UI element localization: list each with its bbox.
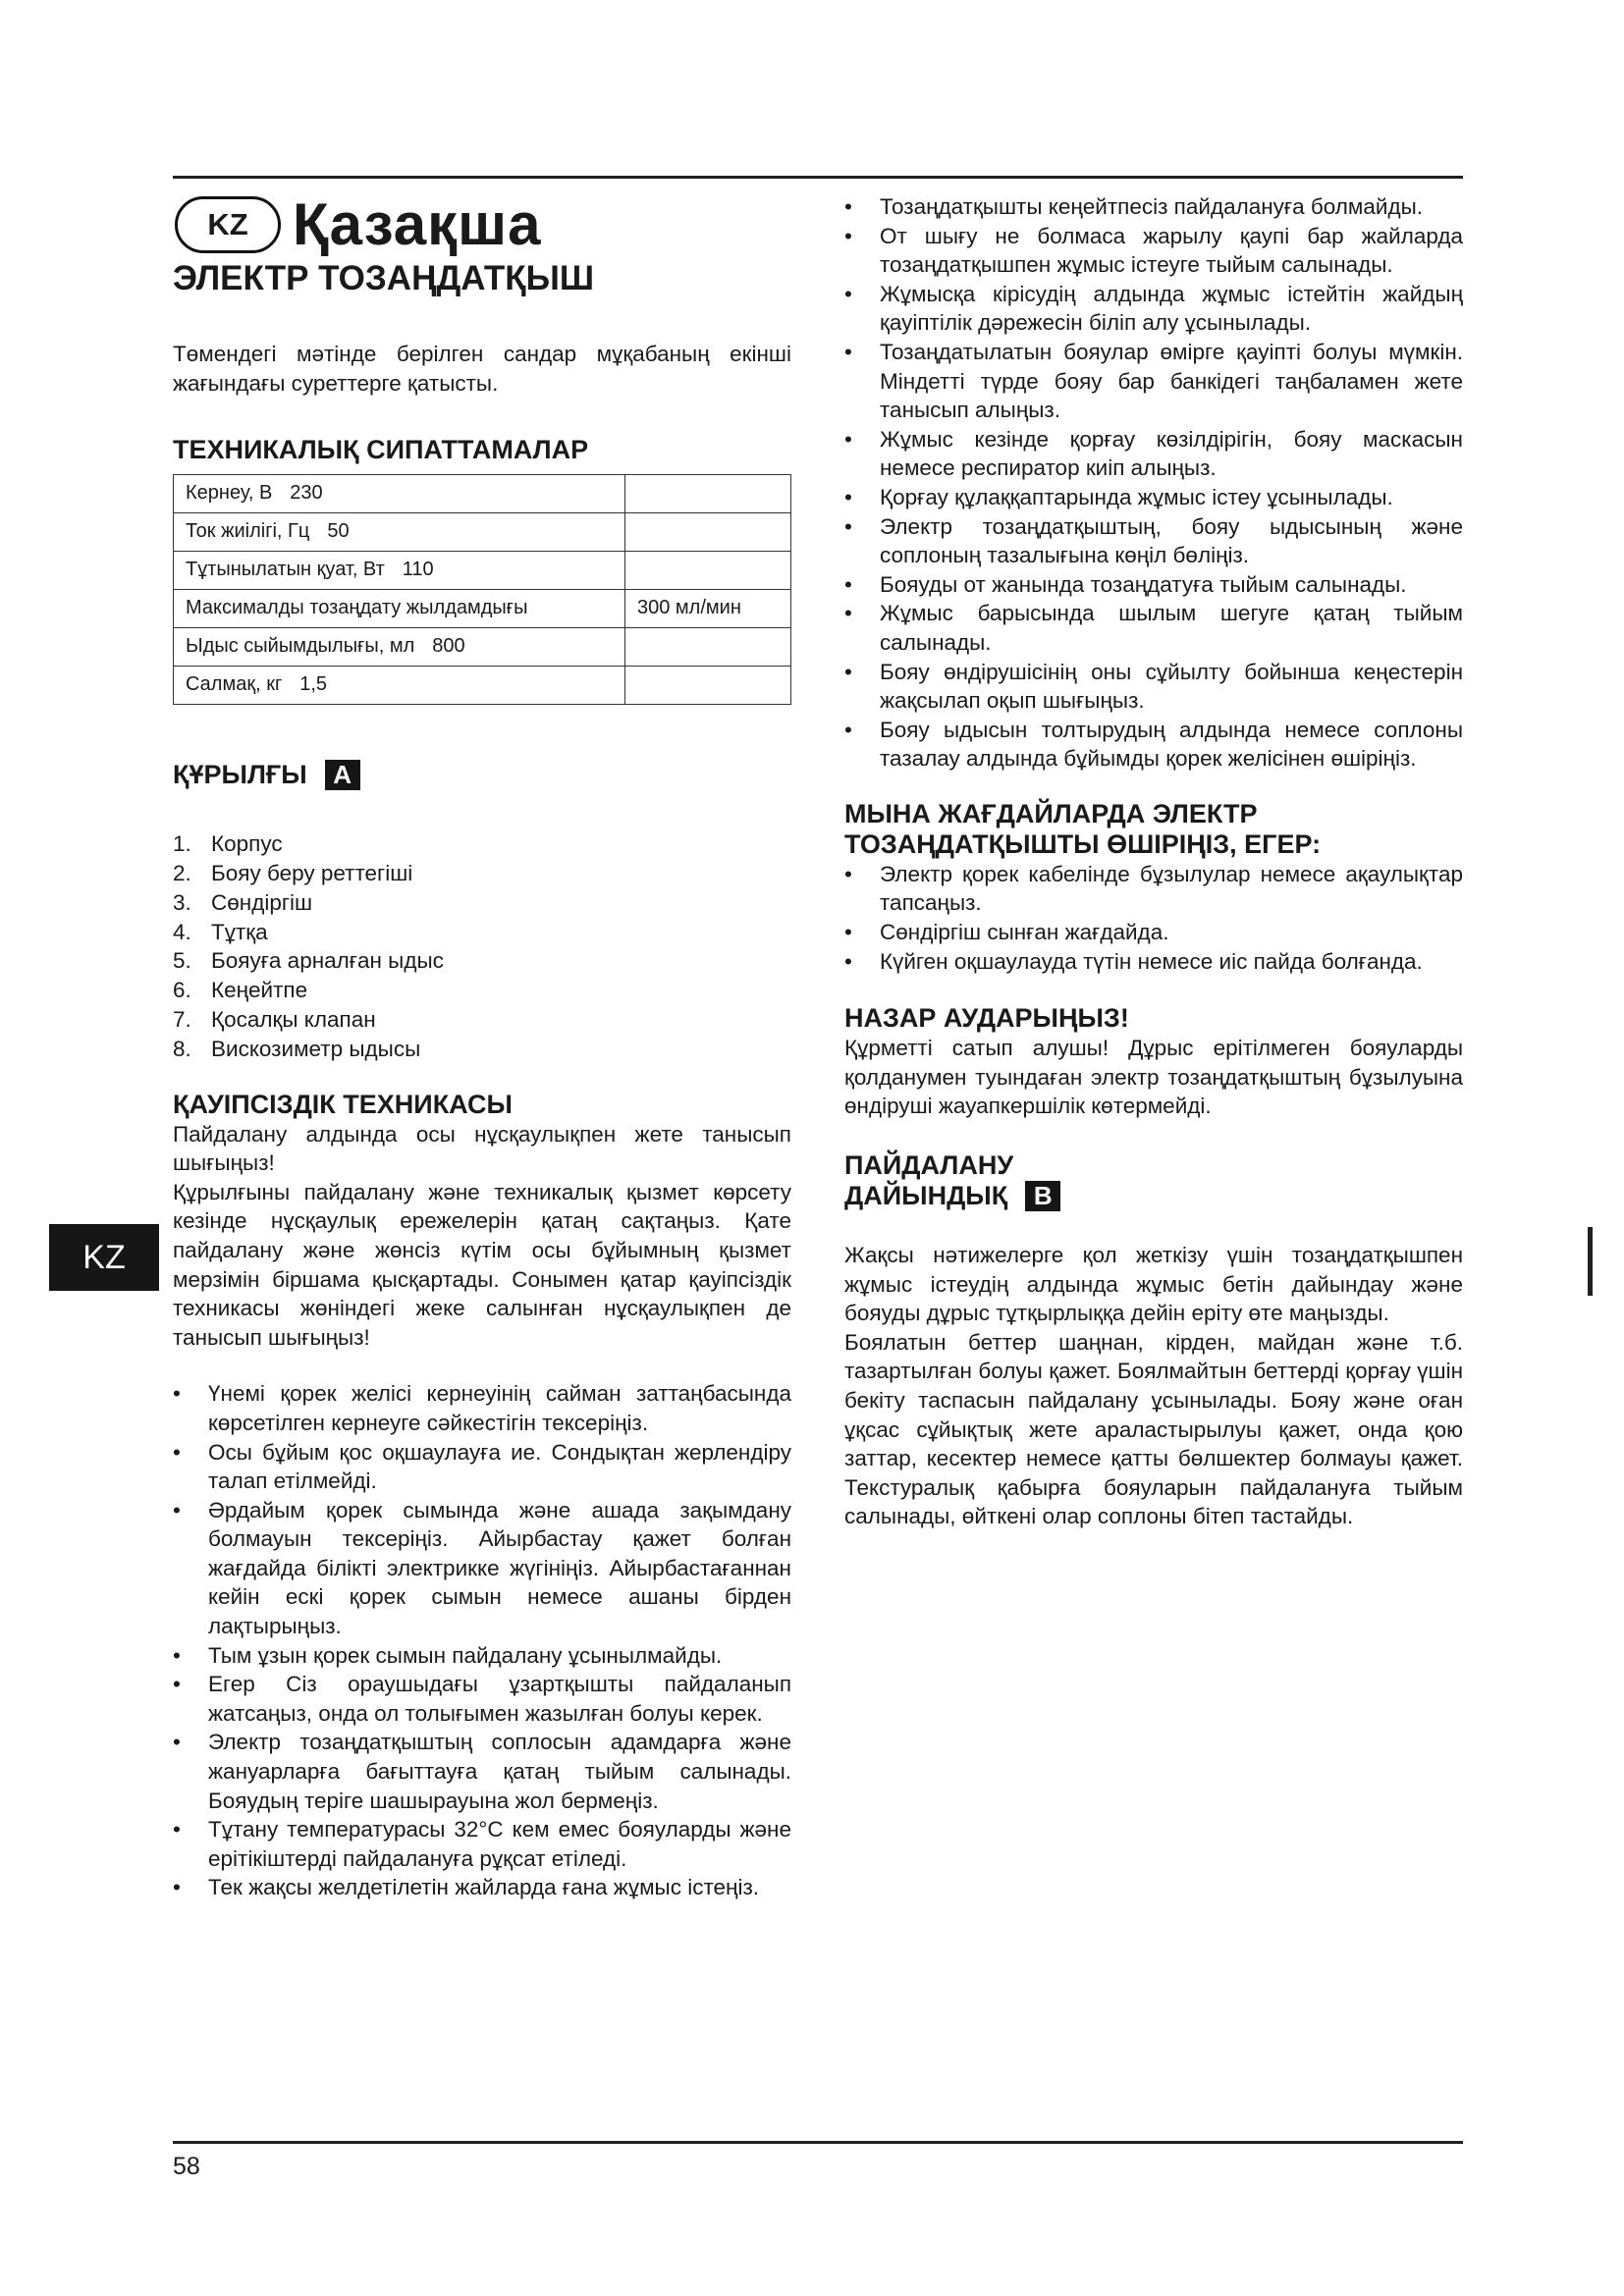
intro-text: Төмендегі мәтінде берілген сандар мұқабаның екінші жағындағы суреттерге қатысты. xyxy=(173,342,791,396)
spec-row xyxy=(174,475,791,513)
spec-right-cell: 300 мл/мин xyxy=(625,590,791,628)
spec-right-cell xyxy=(625,475,791,513)
device-heading-text: ҚҰРЫЛҒЫ xyxy=(173,760,307,790)
list-item: • Әрдайым қорек сымында және ашада зақымдану болмауын тексеріңіз. Айырбастау қажет болған жағдайда білікті электрикке жүгініңіз. Айырбастағаннан кейін ескі қорек сымын немесе ашаны бірден лақтырыңыз. xyxy=(173,1496,791,1641)
list-item: • Үнемі қорек желісі кернеуінің сайман заттаңбасында көрсетілген кернеуге сәйкестігін тексеріңіз. xyxy=(173,1379,791,1437)
spec-label-cell xyxy=(174,552,625,590)
spec-value: 230 xyxy=(290,482,323,505)
part-label: Бояуға арналған ыдыс xyxy=(211,948,444,974)
list-item xyxy=(173,976,791,1005)
spec-row xyxy=(174,513,791,552)
spec-label: Максималды тозаңдату жылдамдығы xyxy=(186,597,528,619)
preparation-paragraph-1: Жақсы нәтижелерге қол жеткізу үшін тозаңдатқышпен жұмыс істеудің алдында жұмыс бетін дайындау және бояуды дұрыс тұтқырлыққа дейін еріту өте маңызды. xyxy=(844,1243,1463,1326)
spec-label: Кернеу, В xyxy=(186,482,273,505)
bottom-rule xyxy=(173,2141,1463,2144)
part-number: 2. xyxy=(173,860,191,885)
spec-label-cell xyxy=(174,667,625,705)
list-item xyxy=(173,918,791,947)
figure-letter-a: A xyxy=(325,760,360,790)
spec-row xyxy=(174,590,791,628)
list-item: • Электр қорек кабелінде бұзылулар немесе ақаулықтар тапсаңыз. xyxy=(844,860,1463,918)
list-item: • Бояуды от жанында тозаңдатуға тыйым салынады. xyxy=(844,570,1463,600)
switch-off-heading xyxy=(844,799,1463,860)
spec-row xyxy=(174,628,791,667)
list-item: • Сөндіргіш сынған жағдайда. xyxy=(844,918,1463,947)
device-heading xyxy=(173,760,791,790)
part-label: Вискозиметр ыдысы xyxy=(211,1036,421,1061)
list-item: • Жұмыс кезінде қорғау көзілдірігін, бояу маскасын немесе респиратор киіп алыңыз. xyxy=(844,425,1463,483)
safety-bullets-left xyxy=(173,1379,791,1902)
figure-letter-b: B xyxy=(1025,1181,1060,1211)
spec-row xyxy=(174,552,791,590)
spec-row xyxy=(174,667,791,705)
list-item xyxy=(173,829,791,859)
spec-label-cell xyxy=(174,513,625,552)
safety-bullets-right xyxy=(844,192,1463,774)
list-item: • Электр тозаңдатқыштың соплосын адамдарға және жануарларға бағыттауға қатаң тыйым салынады. Бояудың теріге шашырауына жол бермеңіз. xyxy=(173,1728,791,1815)
list-item: • От шығу не болмаса жарылу қаупі бар жайларда тозаңдатқышпен жұмыс істеуге тыйым салынады. xyxy=(844,222,1463,280)
parts-list xyxy=(173,829,791,1063)
list-item: • Тек жақсы желдетілетін жайларда ғана жұмыс істеңіз. xyxy=(173,1873,791,1902)
preparation-heading-line2: ДАЙЫНДЫҚ xyxy=(844,1181,1008,1211)
list-item: • Электр тозаңдатқыштың, бояу ыдысының және соплоның тазалығына көңіл бөліңіз. xyxy=(844,512,1463,570)
list-item xyxy=(173,859,791,888)
list-item: • Егер Сіз ораушыдағы ұзартқышты пайдаланып жатсаңыз, онда ол толығымен жазылған болуы керек. xyxy=(173,1670,791,1728)
list-item: • Жұмыс барысында шылым шегуге қатаң тыйым салынады. xyxy=(844,599,1463,657)
part-label: Бояу беру реттегіші xyxy=(211,860,413,885)
spec-value: 50 xyxy=(327,520,350,543)
language-header xyxy=(173,192,791,257)
list-item: • Күйген оқшаулауда түтін немесе иіс пайда болғанда. xyxy=(844,947,1463,977)
document-title: ЭЛЕКТР ТОЗАҢДАТҚЫШ xyxy=(173,259,595,297)
list-item xyxy=(173,888,791,918)
switch-off-heading-line1: МЫНА ЖАҒДАЙЛАРДА ЭЛЕКТР xyxy=(844,798,1258,828)
spec-label: Ыдыс сыйымдылығы, мл xyxy=(186,635,415,658)
page-number: 58 xyxy=(173,2153,200,2180)
preparation-heading xyxy=(844,1150,1463,1211)
specs-table xyxy=(173,474,791,705)
spec-value: 110 xyxy=(402,559,434,581)
part-label: Сөндіргіш xyxy=(211,889,313,915)
part-label: Қосалқы клапан xyxy=(211,1006,376,1032)
language-side-tab: KZ xyxy=(49,1224,159,1291)
spec-right-cell xyxy=(625,628,791,667)
attention-text: Құрметті сатып алушы! Дұрыс ерітілмеген бояуларды қолданумен туындаған электр тозаңдатқыштың бұзылуына өндіруші жауапкершілік көтермейді. xyxy=(844,1036,1463,1119)
list-item: • Жұмысқа кірісудің алдында жұмыс істейтін жайдың қауіптілік дәрежесін біліп алу ұсынылады. xyxy=(844,280,1463,338)
language-name: Қазақша xyxy=(293,191,542,257)
part-number: 8. xyxy=(173,1036,191,1061)
spec-label-cell xyxy=(174,628,625,667)
preparation-paragraph-2: Боялатын беттер шаңнан, кірден, майдан және т.б. тазартылған болуы қажет. Боялмайтын беттерді қорғау үшін бекіту таспасын пайдалану ұсынылады. Бояу және оған ұқсас сұйықтық жете араластырылуы қажет, онда қою заттар, кесектер немесе қатты бөлшектер болмауы қажет. Текстуралық қабырға бояуларын пайдалануға тыйым салынады, өйткені олар соплоны бітеп тастайды. xyxy=(844,1329,1463,1529)
list-item: • Тым ұзын қорек сымын пайдалану ұсынылмайды. xyxy=(173,1641,791,1671)
part-number: 6. xyxy=(173,978,191,1003)
list-item: • Қорғау құлаққаптарында жұмыс істеу ұсынылады. xyxy=(844,483,1463,512)
specs-heading: ТЕХНИКАЛЫҚ СИПАТТАМАЛАР xyxy=(173,435,589,465)
list-item xyxy=(173,946,791,976)
switch-off-heading-line2: ТОЗАҢДАТҚЫШТЫ ӨШІРІҢІЗ, ЕГЕР: xyxy=(844,828,1322,859)
spec-right-cell xyxy=(625,552,791,590)
spec-value: 1,5 xyxy=(299,673,328,696)
part-number: 1. xyxy=(173,831,191,857)
safety-intro: Пайдалану алдында осы нұсқаулықпен жете танысып шығыңыз! Құрылғыны пайдалану және техникалық қызмет көрсету кезінде нұсқаулық ережелерін қатаң сақтаңыз. Қате пайдалану және жөнсіз күтім осы бұйымның қызмет мерзімін біршама қысқартады. Сонымен қатар қауіпсіздік техникасы жөніндегі жеке салынған нұсқаулықпен де танысып шығыңыз! xyxy=(173,1121,791,1350)
attention-heading: НАЗАР АУДАРЫҢЫЗ! xyxy=(844,1003,1129,1034)
list-item: • Тұтану температурасы 32°С кем емес бояуларды және ерітікіштерді пайдалануға рұқсат етіледі. xyxy=(173,1815,791,1873)
part-label: Тұтқа xyxy=(211,919,268,944)
preparation-heading-line1: ПАЙДАЛАНУ xyxy=(844,1150,1014,1181)
switch-off-bullets xyxy=(844,860,1463,976)
list-item: • Бояу ыдысын толтырудың алдында немесе соплоны тазалау алдында бұйымды қорек желісінен өшіріңіз. xyxy=(844,716,1463,774)
right-column xyxy=(844,192,1463,1531)
spec-label: Салмақ, кг xyxy=(186,673,283,696)
list-item: • Тозаңдатылатын бояулар өмірге қауіпті болуы мүмкін. Міндетті түрде бояу бар банкідегі таңбаламен жете танысып алыңыз. xyxy=(844,338,1463,425)
spec-right-cell xyxy=(625,667,791,705)
spec-label: Тұтынылатын қуат, Вт xyxy=(186,559,385,581)
part-label: Кеңейтпе xyxy=(211,978,308,1003)
spec-value: 800 xyxy=(432,635,465,658)
spec-label: Ток жиілігі, Гц xyxy=(186,520,310,543)
list-item: • Бояу өндірушісінің оны сұйылту бойынша кеңестерін жақсылап оқып шығыңыз. xyxy=(844,658,1463,716)
list-item: • Тозаңдатқышты кеңейтпесіз пайдалануға болмайды. xyxy=(844,192,1463,222)
top-rule xyxy=(173,176,1463,179)
part-number: 5. xyxy=(173,948,191,974)
list-item xyxy=(173,1005,791,1035)
part-number: 4. xyxy=(173,919,191,944)
spec-label-cell xyxy=(174,590,625,628)
list-item: • Осы бұйым қос оқшаулауға ие. Сондықтан жерлендіру талап етілмейді. xyxy=(173,1438,791,1496)
margin-marker xyxy=(1588,1227,1593,1296)
list-item xyxy=(173,1035,791,1064)
safety-heading: ҚАУІПСІЗДІК ТЕХНИКАСЫ xyxy=(173,1089,513,1119)
spec-label-cell xyxy=(174,475,625,513)
left-column xyxy=(173,192,791,1902)
part-label: Корпус xyxy=(211,831,283,857)
part-number: 7. xyxy=(173,1006,191,1032)
spec-right-cell xyxy=(625,513,791,552)
part-number: 3. xyxy=(173,889,191,915)
language-code-badge: KZ xyxy=(175,196,281,253)
